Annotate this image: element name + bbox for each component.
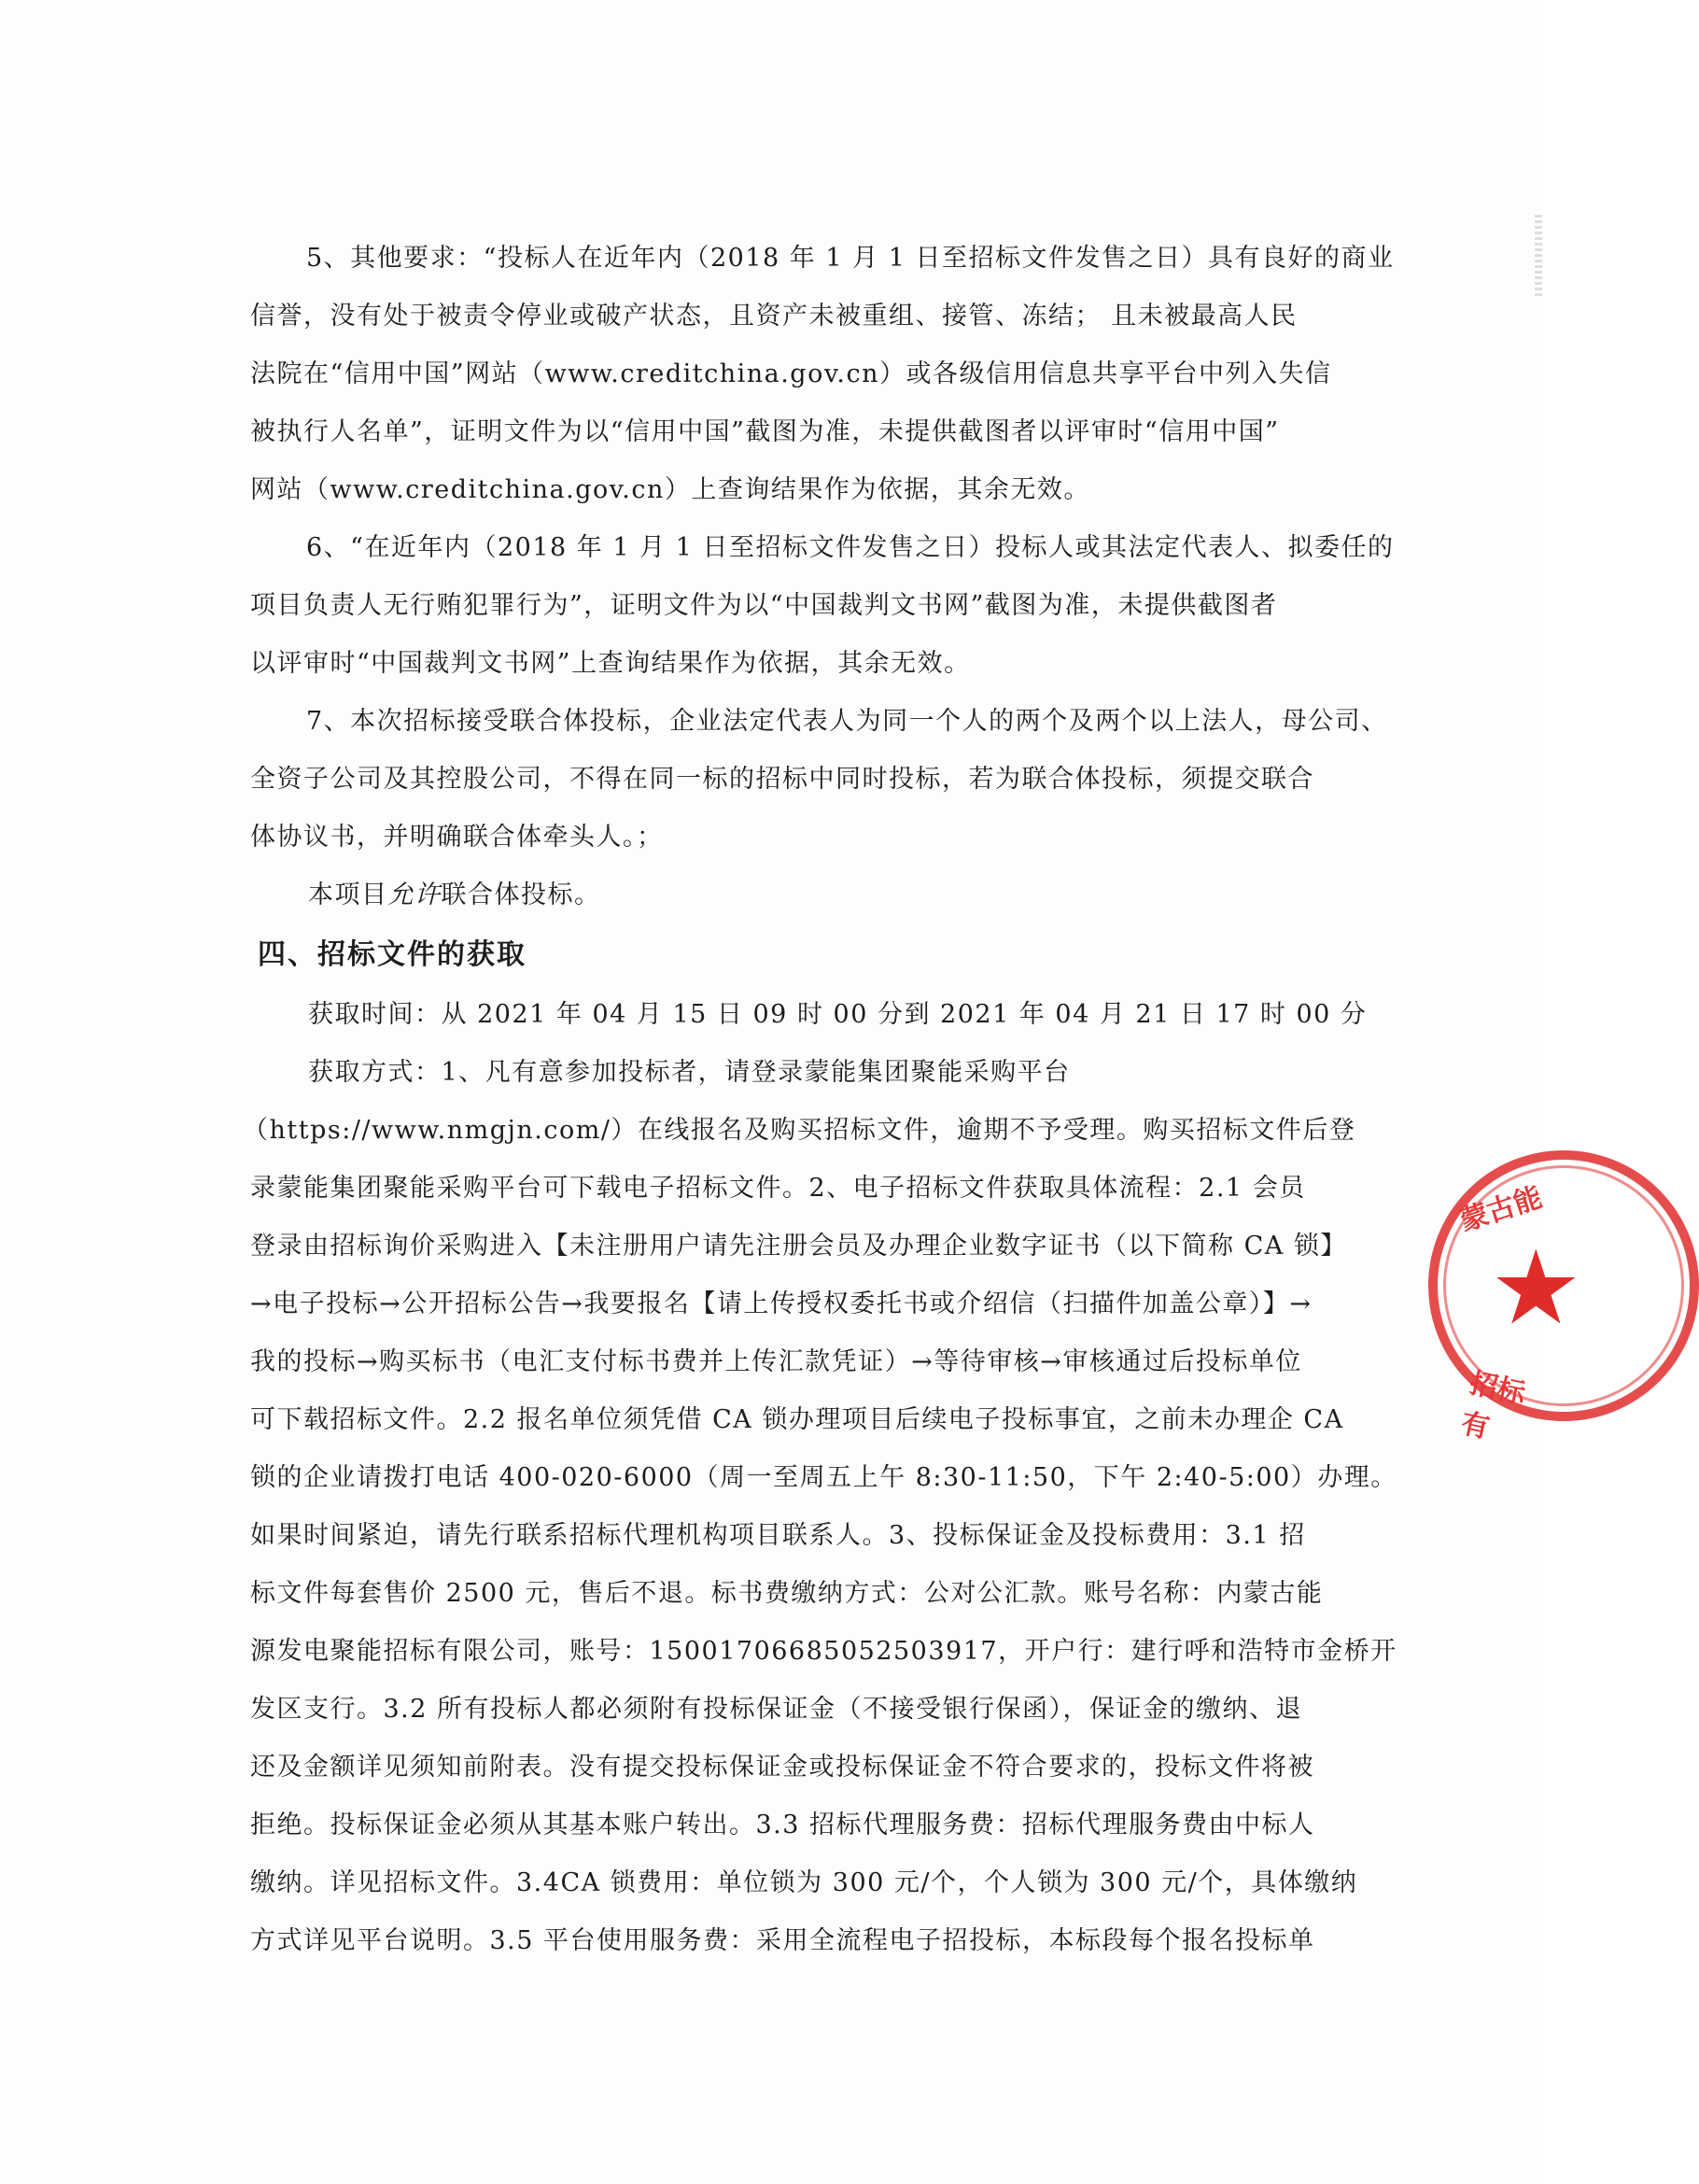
paragraph-line: 登录由招标询价采购进入【未注册用户请先注册会员及办理企业数字证书（以下简称 CA 锁】 bbox=[250, 1232, 1347, 1261]
paragraph-line: →电子投标→公开招标公告→我要报名【请上传授权委托书或介绍信（扫描件加盖公章）】→ bbox=[250, 1289, 1313, 1318]
paragraph-line: 录蒙能集团聚能采购平台可下载电子招标文件。2、电子招标文件获取具体流程：2.1 会员 bbox=[250, 1174, 1306, 1203]
paragraph-line: 缴纳。详见招标文件。3.4CA 锁费用：单位锁为 300 元/个，个人锁为 300 元/个，具体缴纳 bbox=[250, 1868, 1358, 1897]
paragraph-line: 锁的企业请拨打电话 400-020-6000（周一至周五上午 8:30-11:50，下午 2:40-5:00）办理。 bbox=[250, 1463, 1397, 1492]
paragraph-line: 全资子公司及其控股公司，不得在同一标的招标中同时投标，若为联合体投标，须提交联合 bbox=[250, 765, 1314, 794]
consortium-allowed-word: 允许 bbox=[387, 881, 442, 909]
paragraph-line: 5、其他要求：“投标人在近年内（2018 年 1 月 1 日至招标文件发售之日）具有良好的商业 bbox=[306, 244, 1395, 273]
seal-text-bottom: 招标有 bbox=[1457, 1367, 1529, 1445]
paragraph-line: 发区支行。3.2 所有投标人都必须附有投标保证金（不接受银行保函），保证金的缴纳、退 bbox=[250, 1695, 1303, 1724]
consortium-suffix: 联合体投标。 bbox=[441, 881, 601, 909]
paragraph-line: 6、“在近年内（2018 年 1 月 1 日至招标文件发售之日）投标人或其法定代表人、拟委任的 bbox=[306, 533, 1395, 562]
paragraph-line: 信誉，没有处于被责令停业或破产状态，且资产未被重组、接管、冻结； 且未被最高人民 bbox=[250, 302, 1298, 331]
paragraph-line: 网站（www.creditchina.gov.cn）上查询结果作为依据，其余无效。 bbox=[250, 475, 1090, 504]
seal-text-top: 蒙古能 bbox=[1455, 1180, 1547, 1238]
consortium-statement bbox=[250, 867, 1301, 924]
star-icon: ★ bbox=[1490, 1228, 1582, 1347]
paragraph-line: 法院在“信用中国”网站（www.creditchina.gov.cn）或各级信用信息共享平台中列入失信 bbox=[250, 359, 1332, 388]
paragraph-line: 以评审时“中国裁判文书网”上查询结果作为依据，其余无效。 bbox=[250, 649, 971, 678]
acquire-method: 获取方式：1、凡有意参加投标者，请登录蒙能集团聚能采购平台 bbox=[308, 1058, 1071, 1087]
paragraph-line: 拒绝。投标保证金必须从其基本账户转出。3.3 招标代理服务费：招标代理服务费由中标人 bbox=[250, 1811, 1315, 1839]
paragraph-line: 被执行人名单”，证明文件为以“信用中国”截图为准，未提供截图者以评审时“信用中国” bbox=[250, 417, 1280, 446]
paragraph-line: 体协议书，并明确联合体牵头人。； bbox=[250, 823, 664, 852]
company-seal bbox=[1425, 1150, 1582, 1445]
section-heading: 四、招标文件的获取 bbox=[258, 938, 527, 971]
paragraph-line: 可下载招标文件。2.2 报名单位须凭借 CA 锁办理项目后续电子投标事宜，之前未办理企 CA bbox=[250, 1405, 1344, 1434]
paragraph-line: （https://www.nmgjn.com/）在线报名及购买招标文件，逾期不予受理。购买招标文件后登 bbox=[243, 1116, 1356, 1145]
acquire-time: 获取时间：从 2021 年 04 月 15 日 09 时 00 分到 2021 年 04 月 21 日 17 时 00 分 bbox=[308, 1000, 1368, 1029]
consortium-prefix: 本项目 bbox=[308, 881, 388, 909]
paragraph-line: 还及金额详见须知前附表。没有提交投标保证金或投标保证金不符合要求的，投标文件将被 bbox=[250, 1753, 1314, 1782]
paragraph-line: 源发电聚能招标有限公司，账号：15001706685052503917，开户行：建行呼和浩特市金桥开 bbox=[250, 1637, 1397, 1666]
paragraph-line: 标文件每套售价 2500 元，售后不退。标书费缴纳方式：公对公汇款。账号名称：内蒙古能 bbox=[250, 1579, 1324, 1608]
paragraph-line: 方式详见平台说明。3.5 平台使用服务费：采用全流程电子招投标，本标段每个报名投标单 bbox=[250, 1926, 1315, 1955]
document-body bbox=[243, 230, 1397, 1970]
paragraph-line: 如果时间紧迫，请先行联系招标代理机构项目联系人。3、投标保证金及投标费用：3.1 招 bbox=[250, 1521, 1306, 1550]
paragraph-line: 我的投标→购买标书（电汇支付标书费并上传汇款凭证）→等待审核→审核通过后投标单位 bbox=[250, 1347, 1302, 1376]
paragraph-line: 项目负责人无行贿犯罪行为”，证明文件为以“中国裁判文书网”截图为准，未提供截图者 bbox=[250, 591, 1278, 620]
paragraph-line: 7、本次招标接受联合体投标，企业法定代表人为同一个人的两个及两个以上法人，母公司、 bbox=[306, 707, 1388, 736]
scan-edge-mark bbox=[1535, 215, 1542, 299]
